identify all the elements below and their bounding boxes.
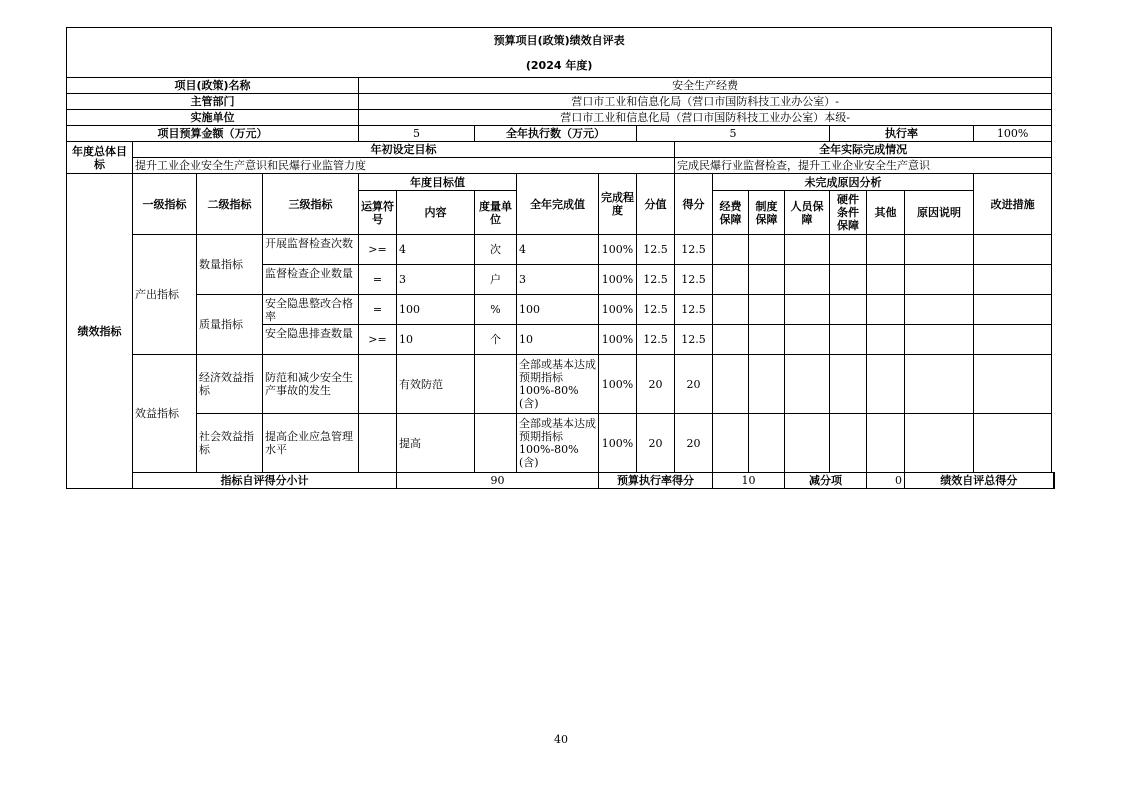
row-points: 12.5 xyxy=(637,295,675,325)
row-operator xyxy=(359,355,397,414)
subtotal-label: 指标自评得分小计 xyxy=(133,473,397,489)
reason-hardware-text: 硬件条件保障 xyxy=(837,192,859,232)
row-score: 20 xyxy=(675,414,713,473)
reason-header: 未完成原因分析 xyxy=(713,174,974,191)
row-points: 12.5 xyxy=(637,325,675,355)
row-score: 20 xyxy=(675,355,713,414)
actual-goal-header: 全年实际完成情况 xyxy=(675,142,1052,158)
perf-indicator-label: 绩效指标 xyxy=(67,174,133,489)
content-header: 内容 xyxy=(397,191,475,235)
row-operator xyxy=(359,414,397,473)
budget-score-value: 10 xyxy=(713,473,785,489)
row-completion: 100% xyxy=(599,295,637,325)
social-indicator-cell: 社会效益指标 xyxy=(197,414,263,473)
benefit-indicator-cell: 效益指标 xyxy=(133,355,197,473)
initial-goal-header: 年初设定目标 xyxy=(133,142,675,158)
rate-label: 执行率 xyxy=(830,126,974,142)
table-row xyxy=(67,295,1055,325)
deduct-value: 0 xyxy=(867,473,905,489)
actual-goal-text: 完成民爆行业监督检查，提升工业企业安全生产意识 xyxy=(675,158,1052,174)
table-row xyxy=(67,355,1055,414)
row-unit: 户 xyxy=(475,265,517,295)
row-indicator-name xyxy=(263,235,359,265)
row-unit xyxy=(475,355,517,414)
dept-label: 主管部门 xyxy=(67,94,359,110)
completion-header: 完成程度 xyxy=(599,174,637,235)
quality-indicator-cell: 质量指标 xyxy=(197,295,263,355)
reason-hardware-header xyxy=(830,191,867,235)
row-completion: 100% xyxy=(599,235,637,265)
row-indicator-text: 安全隐患整改合格率 xyxy=(265,296,353,323)
quantity-indicator-cell: 数量指标 xyxy=(197,235,263,295)
subtotal-value: 90 xyxy=(397,473,599,489)
total-label: 绩效自评总得分 xyxy=(905,473,1054,489)
row-unit: % xyxy=(475,295,517,325)
row-indicator-text: 安全隐患排查数量 xyxy=(265,326,353,340)
row-content: 提高 xyxy=(397,414,475,473)
deduct-label: 减分项 xyxy=(785,473,867,489)
row-indicator-name: 防范和减少安全生产事故的发生 xyxy=(263,355,359,414)
level3-header: 三级指标 xyxy=(263,174,359,235)
level1-header: 一级指标 xyxy=(133,174,197,235)
row-points: 12.5 xyxy=(637,265,675,295)
row-done: 3 xyxy=(517,265,599,295)
row-unit xyxy=(475,414,517,473)
row-operator: >= xyxy=(359,325,397,355)
row-points: 20 xyxy=(637,355,675,414)
row-operator: >= xyxy=(359,235,397,265)
row-done: 全部或基本达成预期指标100%-80%(含) xyxy=(517,414,599,473)
table-year: (2024 年度) xyxy=(67,54,1052,78)
unit-label: 实施单位 xyxy=(67,110,359,126)
economic-indicator-cell: 经济效益指标 xyxy=(197,355,263,414)
row-score: 12.5 xyxy=(675,295,713,325)
row-operator: = xyxy=(359,265,397,295)
row-unit: 个 xyxy=(475,325,517,355)
initial-goal-text: 提升工业企业安全生产意识和民爆行业监管力度 xyxy=(133,158,675,174)
row-done: 4 xyxy=(517,235,599,265)
improve-header: 改进措施 xyxy=(974,174,1052,235)
reason-funding-header: 经费保障 xyxy=(713,191,749,235)
points-header: 分值 xyxy=(637,174,675,235)
page-number: 40 xyxy=(554,733,568,746)
table-row xyxy=(67,235,1055,265)
row-points: 12.5 xyxy=(637,235,675,265)
row-done: 100 xyxy=(517,295,599,325)
exec-label: 全年执行数（万元） xyxy=(475,126,637,142)
budget-label: 项目预算金额（万元） xyxy=(67,126,359,142)
row-score: 12.5 xyxy=(675,235,713,265)
row-score: 12.5 xyxy=(675,325,713,355)
reason-explain-header: 原因说明 xyxy=(905,191,974,235)
score-header: 得分 xyxy=(675,174,713,235)
row-indicator-name: 提高企业应急管理水平 xyxy=(263,414,359,473)
row-content: 10 xyxy=(397,325,475,355)
row-completion: 100% xyxy=(599,265,637,295)
unit-value: 营口市工业和信息化局（营口市国防科技工业办公室）本级- xyxy=(359,110,1052,126)
reason-other-header: 其他 xyxy=(867,191,905,235)
dept-value: 营口市工业和信息化局（营口市国防科技工业办公室）- xyxy=(359,94,1052,110)
level2-header: 二级指标 xyxy=(197,174,263,235)
budget-score-label: 预算执行率得分 xyxy=(599,473,713,489)
row-done: 全部或基本达成预期指标100%-80%(含) xyxy=(517,355,599,414)
table-row xyxy=(67,414,1055,473)
operator-header: 运算符号 xyxy=(359,191,397,235)
row-indicator-name xyxy=(263,295,359,325)
annual-goal-label: 年度总体目标 xyxy=(67,142,133,174)
row-indicator-name xyxy=(263,325,359,355)
unit-header: 度量单位 xyxy=(475,191,517,235)
row-completion: 100% xyxy=(599,355,637,414)
row-operator: = xyxy=(359,295,397,325)
row-completion: 100% xyxy=(599,414,637,473)
row-points: 20 xyxy=(637,414,675,473)
table-title: 预算项目(政策)绩效自评表 xyxy=(67,28,1052,54)
reason-staff-header: 人员保障 xyxy=(785,191,830,235)
row-unit: 次 xyxy=(475,235,517,265)
self-evaluation-table xyxy=(66,27,1055,489)
target-value-header: 年度目标值 xyxy=(359,174,517,191)
reason-system-header: 制度保障 xyxy=(749,191,785,235)
total-value xyxy=(1053,473,1054,489)
row-content: 有效防范 xyxy=(397,355,475,414)
row-indicator-text: 监督检查企业数量 xyxy=(265,266,353,280)
row-content: 3 xyxy=(397,265,475,295)
project-name-label: 项目(政策)名称 xyxy=(67,78,359,94)
row-indicator-text: 开展监督检查次数 xyxy=(265,236,353,250)
budget-value: 5 xyxy=(359,126,475,142)
row-content: 100 xyxy=(397,295,475,325)
row-content: 4 xyxy=(397,235,475,265)
exec-value: 5 xyxy=(637,126,830,142)
project-name-value: 安全生产经费 xyxy=(359,78,1052,94)
output-indicator-cell: 产出指标 xyxy=(133,235,197,355)
row-completion: 100% xyxy=(599,325,637,355)
row-score: 12.5 xyxy=(675,265,713,295)
row-done: 10 xyxy=(517,325,599,355)
rate-value: 100% xyxy=(974,126,1052,142)
annual-value-header: 全年完成值 xyxy=(517,174,599,235)
row-indicator-name xyxy=(263,265,359,295)
